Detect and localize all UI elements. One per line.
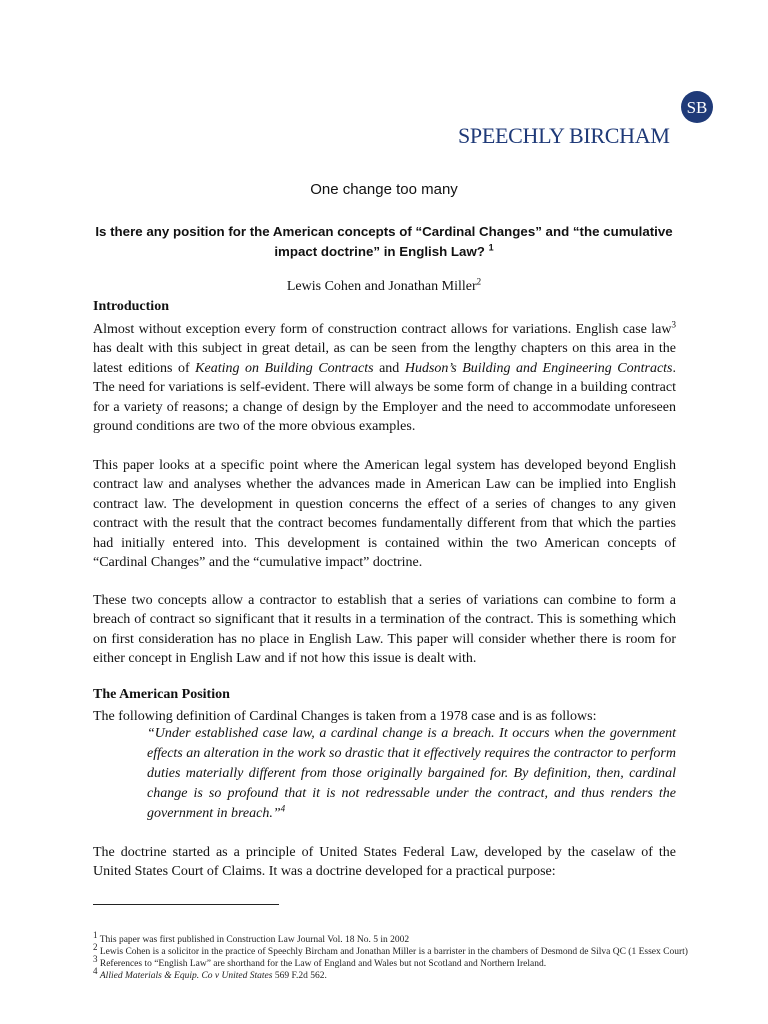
- footnote-1: $^1$ This paper was first published in Construction Law Journal Vol. 18 No. 5 in 2002: [93, 929, 410, 945]
- document-title: One change too many: [310, 181, 458, 198]
- authors-line: [0, 276, 768, 295]
- book-title-hudson: Hudson’s Building and Engineering Contracts: [404, 360, 673, 376]
- american-position-paragraph: The doctrine started as a principle of United States Federal Law, developed by the caselaw of the United States Court of Claims. It was a doctrine developed for a practical purpose:: [93, 845, 676, 880]
- introduction-paragraph-2: This paper looks at a specific point where the American legal system has developed beyond English contract law and analyses whether the advances made in American Law can be implied into English contract law. The development in question concerns the effect of a series of changes to any given contract with the result that the contract becomes fundamentally different from that which the parties had initially entered into. This development is contained within the two American concepts of “Cardinal Changes” and the “cumulative impact” doctrine.: [93, 458, 676, 571]
- logo-monogram-icon: [680, 90, 714, 124]
- introduction-heading: Introduction: [93, 299, 169, 314]
- footnotes: [93, 929, 693, 982]
- footnote-ref-2: 2: [476, 276, 482, 287]
- footnote-4: $^4$ Allied Materials & Equip. Co v United States 569 F.2d 562.: [93, 965, 327, 981]
- footnote-2: $^2$ Lewis Cohen is a solicitor in the practice of Speechly Bircham and Jonathan Miller is a barrister in the chambers of Desmond de Silva QC (1 Essex Court): [93, 941, 688, 957]
- footnote-ref-3: 3: [671, 319, 676, 330]
- svg-text:SB: SB: [686, 98, 708, 117]
- block-quote: “Under established case law, a cardinal change is a breach. It occurs when the government effects an alteration in the work so drastic that it effectively requires the contractor to perform duties materially different from those originally bargained for. By definition, then, cardinal change is so profound that it is not redressable under the contract, and thus renders the government in breach.”$^4$: [147, 726, 676, 821]
- logo-wordmark: SPEECHLY BIRCHAM: [458, 123, 670, 148]
- american-position-heading: The American Position: [93, 687, 230, 702]
- footnote-divider: [93, 904, 279, 905]
- footnote-ref-4: 4: [280, 803, 286, 814]
- company-logo: [458, 90, 718, 150]
- introduction-paragraph-3: These two concepts allow a contractor to establish that a series of variations can combine to form a breach of contract so significant that it results in a termination of the contract. This is something which on first consideration has no place in English Law. This paper will consider whether there is room for either concept in English Law and if not how this issue is dealt with.: [93, 593, 676, 667]
- subtitle-text: Is there any position for the American concepts of “Cardinal Changes” and “the cumulative impact doctrine” in English Law?: [95, 224, 673, 259]
- introduction-paragraph-1: Almost without exception every form of construction contract allows for variations. English case law$^3$ has dealt with this subject in great detail, as can be seen from the lengthy chapters on this area in the latest editions of Keating on Building Contracts and Hudson’s Building and Engineering Contracts. The need for variations is self-evident. There will always be some form of change in a building contract for a variety of reasons; a change of design by the Employer and the need to accommodate unforeseen ground conditions are two of the more obvious examples.: [93, 319, 677, 435]
- footnote-ref-1: 1: [488, 242, 494, 253]
- document-subtitle: [93, 222, 675, 262]
- book-title-keating: Keating on Building Contracts: [195, 360, 374, 376]
- american-position-intro: The following definition of Cardinal Changes is taken from a 1978 case and is as follows:: [93, 709, 597, 724]
- authors: Lewis Cohen and Jonathan Miller: [286, 279, 477, 294]
- footnote-3: $^3$ References to “English Law” are shorthand for the Law of England and Wales but not Scotland and Northern Ireland.: [93, 953, 547, 969]
